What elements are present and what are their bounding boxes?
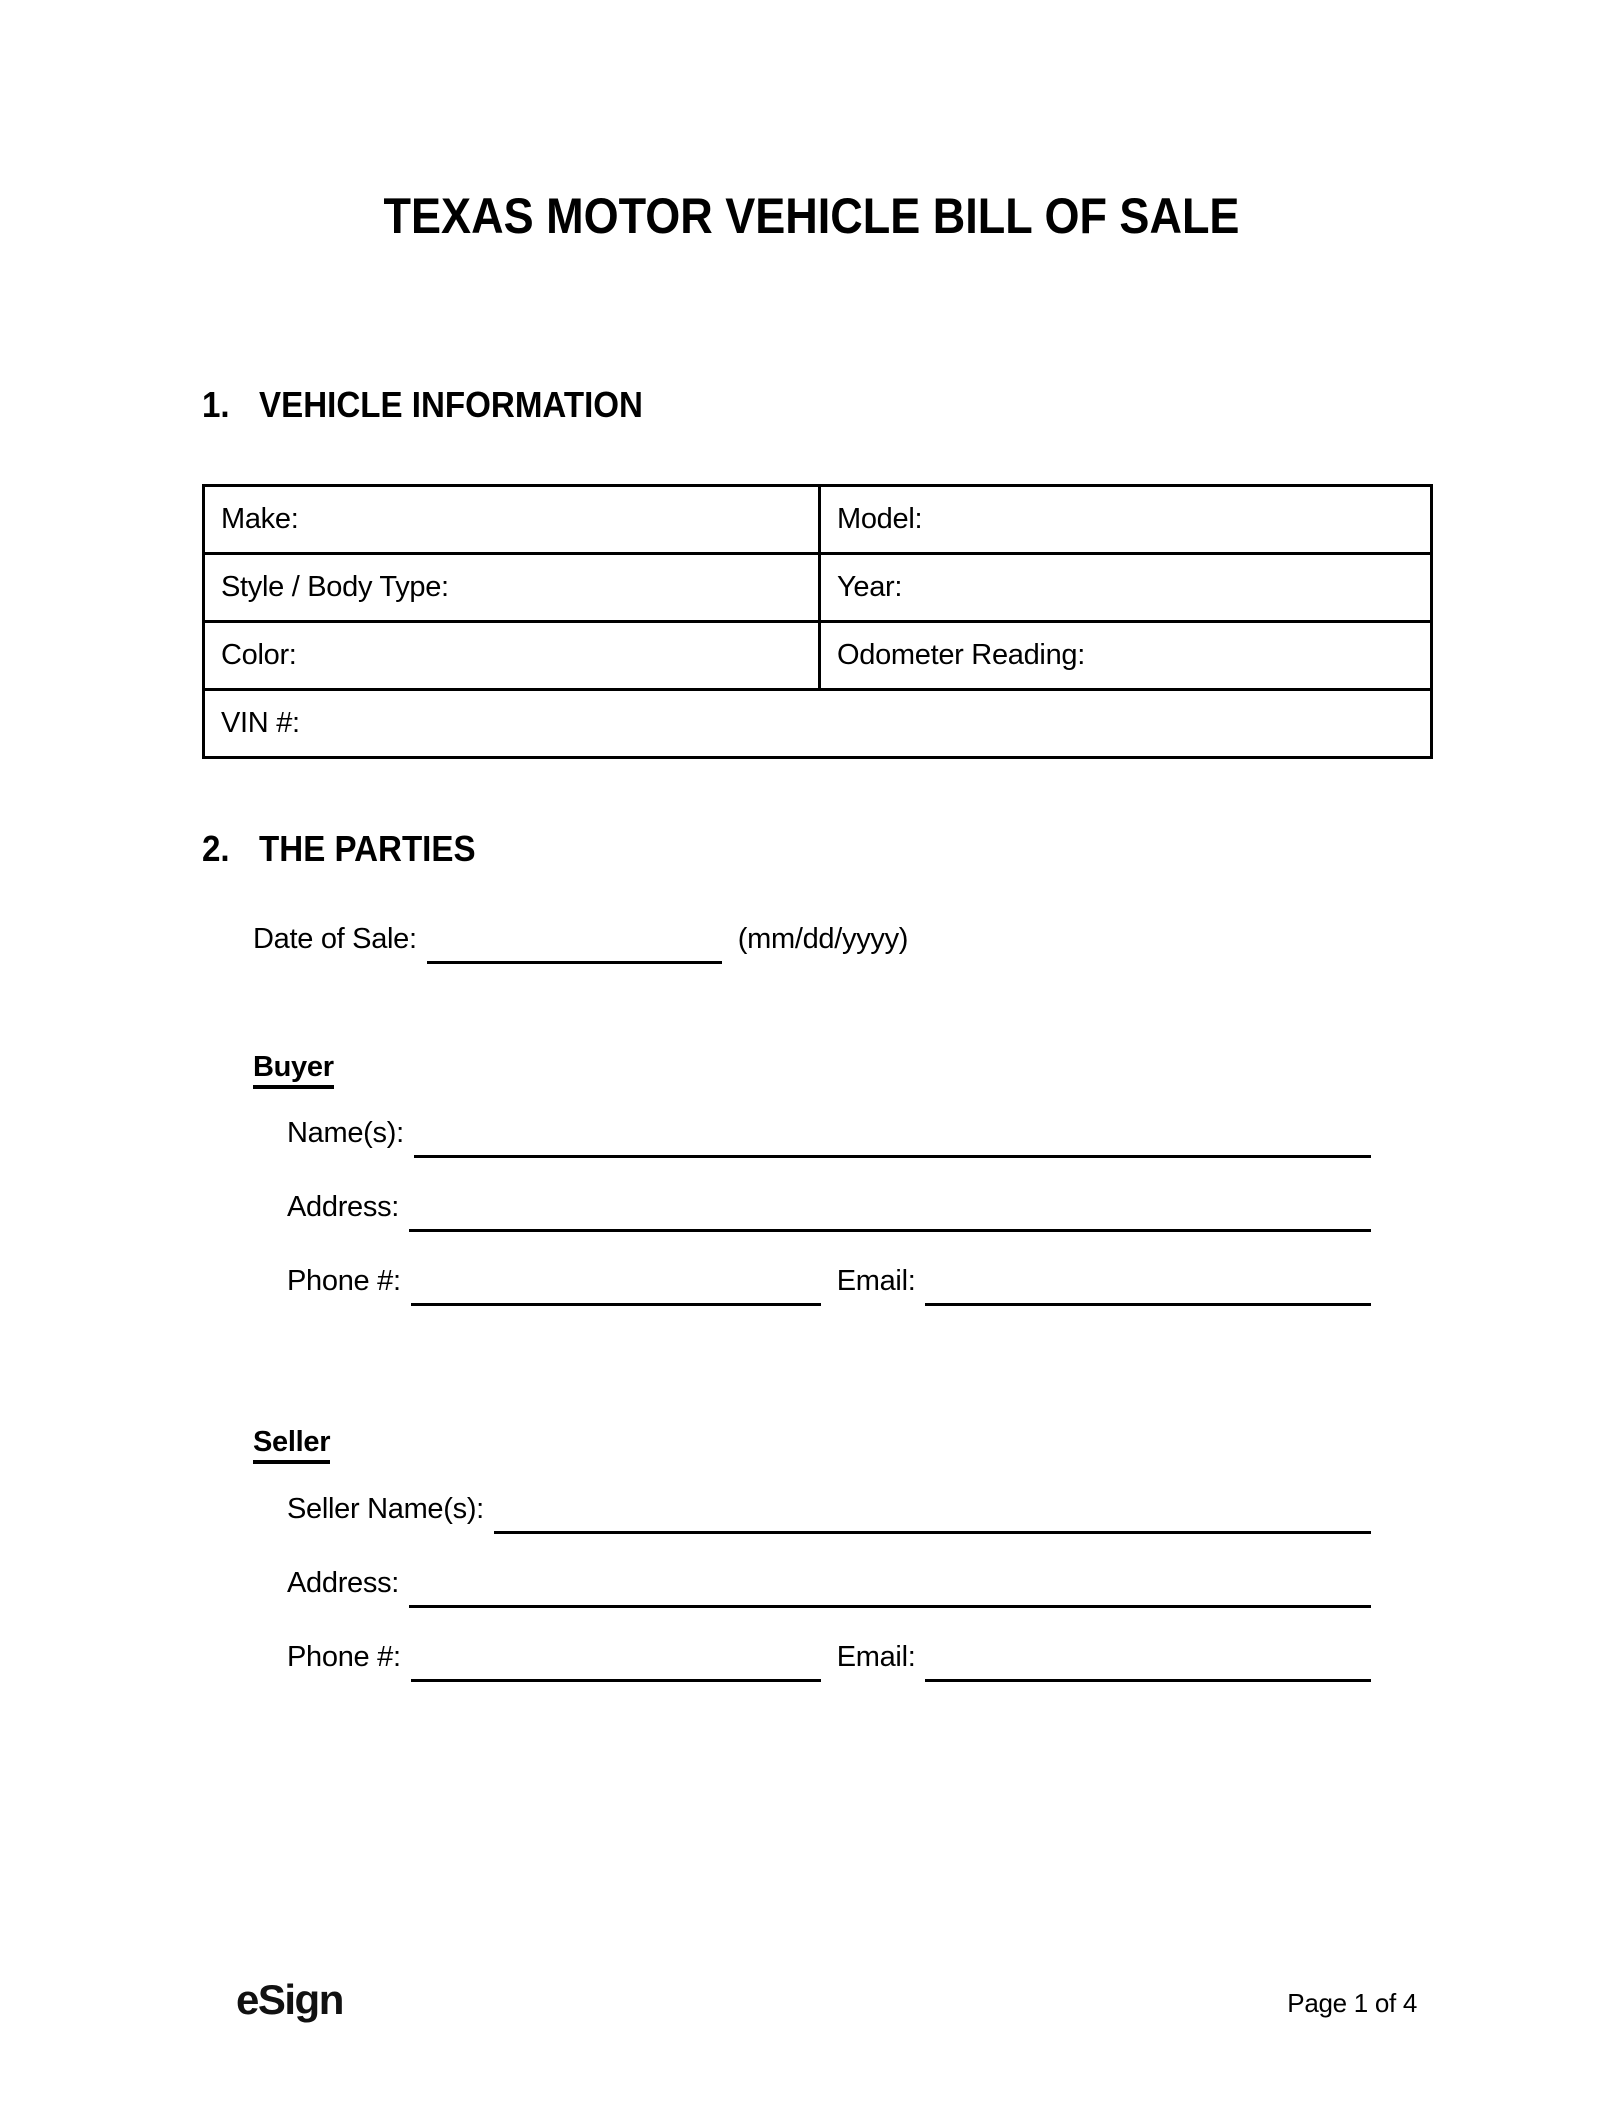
seller-email-input-line[interactable] — [925, 1679, 1371, 1682]
date-of-sale-row — [253, 918, 953, 964]
make-cell[interactable] — [204, 486, 820, 554]
buyer-phone-input-line[interactable] — [411, 1303, 821, 1306]
odometer-cell[interactable] — [820, 622, 1432, 690]
buyer-address-label: Address: — [287, 1191, 400, 1223]
buyer-phone-label: Phone #: — [287, 1265, 401, 1297]
style-body-type-cell[interactable] — [204, 554, 820, 622]
buyer-name-row — [287, 1112, 1371, 1158]
document-title-text: TEXAS MOTOR VEHICLE BILL OF SALE — [384, 188, 1240, 244]
year-cell[interactable] — [820, 554, 1432, 622]
seller-address-input-line[interactable] — [409, 1605, 1371, 1608]
seller-phone-email-row — [287, 1636, 1371, 1682]
document-title — [0, 187, 1624, 245]
date-of-sale-input-line[interactable] — [427, 961, 722, 964]
section-1-title: VEHICLE INFORMATION — [259, 384, 643, 425]
buyer-email-input-line[interactable] — [925, 1303, 1371, 1306]
buyer-address-input-line[interactable] — [409, 1229, 1371, 1232]
section-2-title: THE PARTIES — [259, 828, 476, 869]
vehicle-info-table — [202, 484, 1433, 759]
seller-name-row — [287, 1488, 1371, 1534]
section-the-parties-heading — [202, 828, 476, 870]
table-row — [204, 622, 1432, 690]
table-row — [204, 690, 1432, 758]
section-vehicle-information-heading — [202, 384, 643, 426]
seller-phone-label: Phone #: — [287, 1641, 401, 1673]
table-row — [204, 486, 1432, 554]
date-of-sale-label: Date of Sale: — [253, 923, 417, 955]
buyer-phone-email-row — [287, 1260, 1371, 1306]
model-label: Model: — [837, 503, 923, 535]
seller-address-label: Address: — [287, 1567, 400, 1599]
buyer-address-row — [287, 1186, 1371, 1232]
seller-email-label: Email: — [836, 1641, 916, 1673]
seller-phone-input-line[interactable] — [411, 1679, 821, 1682]
vin-label: VIN #: — [221, 707, 300, 739]
page-indicator: Page 1 of 4 — [1287, 1988, 1417, 2018]
odometer-label: Odometer Reading: — [837, 639, 1085, 671]
seller-name-input-line[interactable] — [494, 1531, 1371, 1534]
year-label: Year: — [837, 571, 903, 603]
color-cell[interactable] — [204, 622, 820, 690]
color-label: Color: — [221, 639, 297, 671]
date-format-hint: (mm/dd/yyyy) — [737, 923, 909, 955]
style-body-type-label: Style / Body Type: — [221, 571, 449, 603]
model-cell[interactable] — [820, 486, 1432, 554]
vin-cell[interactable] — [204, 690, 1432, 758]
buyer-name-label: Name(s): — [287, 1117, 404, 1149]
table-row — [204, 554, 1432, 622]
seller-address-row — [287, 1562, 1371, 1608]
seller-name-label: Seller Name(s): — [287, 1493, 484, 1525]
seller-heading: Seller — [253, 1426, 330, 1464]
esign-logo: eSign — [236, 1976, 343, 2023]
section-2-number: 2. — [202, 828, 230, 869]
buyer-name-input-line[interactable] — [414, 1155, 1371, 1158]
make-label: Make: — [221, 503, 299, 535]
buyer-heading: Buyer — [253, 1051, 334, 1089]
buyer-email-label: Email: — [836, 1265, 916, 1297]
section-1-number: 1. — [202, 384, 230, 425]
